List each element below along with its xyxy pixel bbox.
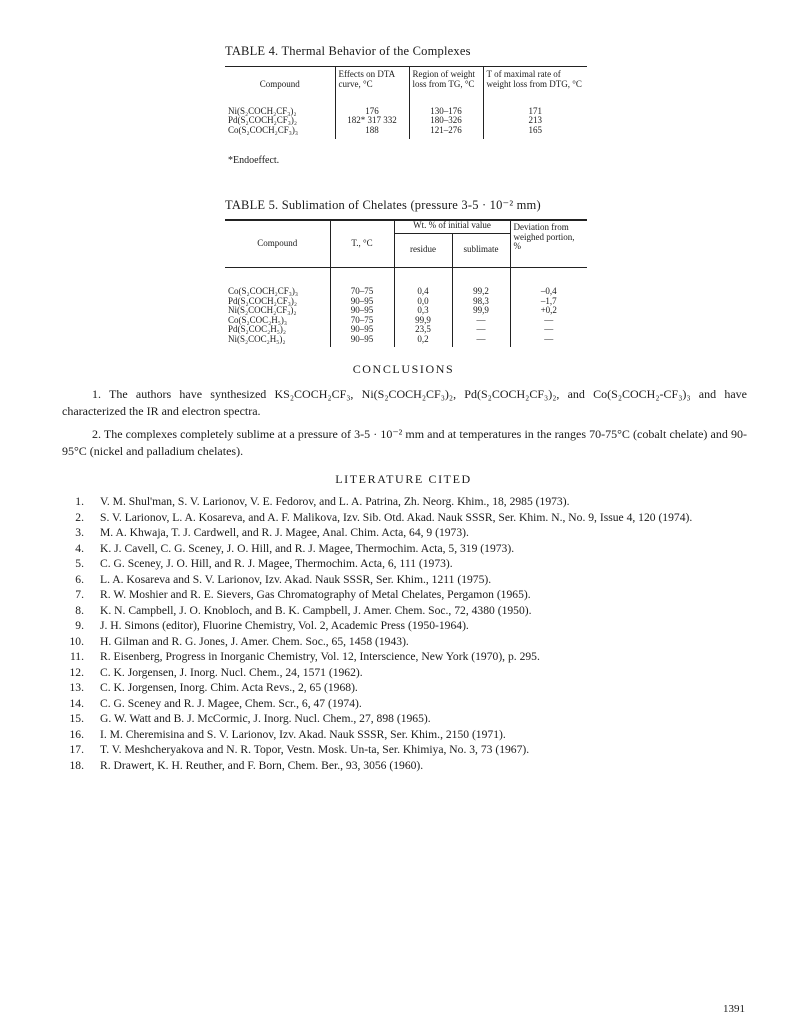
- table-row: Co(S₂COCH₂CF₃)₃ 70–75 0,4 99,2 –0,4: [225, 287, 587, 297]
- list-item: 1. V. M. Shul'man, S. V. Larionov, V. E. Fedorov, and L. A. Patrina, Zh. Neorg. Khim., 18, 2985 (1973).: [75, 495, 570, 508]
- list-item: 15. G. W. Watt and B. J. McCormic, J. Inorg. Nucl. Chem., 27, 898 (1965).: [69, 712, 431, 725]
- table4-caption: TABLE 4. Thermal Behavior of the Complexes: [225, 44, 471, 58]
- table4: [225, 66, 587, 139]
- reference-list: [62, 494, 752, 773]
- list-item: 8. K. N. Campbell, J. O. Knobloch, and B. K. Campbell, J. Amer. Chem. Soc., 72, 4380 (1950).: [75, 603, 532, 617]
- table-row: Co(S₂COCH₂CF₃)₃ 188 121–276 165: [225, 126, 587, 136]
- table4-header-tg: Region of weight loss from TG, °C: [409, 67, 483, 103]
- list-item: 4. K. J. Cavell, C. G. Sceney, J. O. Hill, and R. J. Magee, Thermochim. Acta, 5, 319 (1973).: [75, 541, 515, 555]
- table4-header-dta: Effects on DTA curve, °C: [335, 67, 409, 103]
- table5-header-residue: residue: [394, 233, 452, 267]
- table5-caption: TABLE 5. Sublimation of Chelates (pressure 3-5 · 10⁻² mm): [225, 198, 541, 212]
- table4-header-dtg: T of maximal rate of weight loss from DTG, °C: [483, 67, 587, 103]
- list-item: 2. S. V. Larionov, L. A. Kosareva, and A. F. Malikova, Izv. Sib. Otd. Akad. Nauk SSSR, Ser. Khim. N., No. 9, Issue 4, 120 (1974).: [75, 510, 693, 524]
- list-item: 3. M. A. Khwaja, T. J. Cardwell, and R. J. Magee, Anal. Chim. Acta, 64, 9 (1973).: [75, 526, 469, 539]
- list-item: 14. C. G. Sceney and R. J. Magee, Chem. Scr., 6, 47 (1974).: [69, 696, 362, 710]
- table-row: Co(S₂COC₂H₅)₃ 70–75 99,9 — —: [225, 316, 587, 326]
- list-item: 18. R. Drawert, K. H. Reuther, and F. Born, Chem. Ber., 93, 3056 (1960).: [69, 758, 424, 772]
- table-row: Ni(S₂COC₂H₅)₂ 90–95 0,2 — —: [225, 335, 587, 345]
- list-item: 7. R. W. Moshier and R. E. Sievers, Gas Chromatography of Metal Chelates, Pergamon (1965).: [75, 588, 531, 601]
- conclusion-paragraph-1: 1. The authors have synthesized KS₂COCH₂CF₃, Ni(S₂COCH₂CF₃)₂, Pd(S₂COCH₂CF₃)₂, and Co(S₂COCH₂-CF₃)₃ and have characterized the IR and electron spectra.: [62, 387, 747, 418]
- table4-header-compound: Compound: [259, 79, 300, 89]
- list-item: 10. H. Gilman and R. G. Jones, J. Amer. Chem. Soc., 65, 1458 (1943).: [69, 634, 409, 648]
- list-item: 17. T. V. Meshcheryakova and N. R. Topor, Vestn. Mosk. Un-ta, Ser. Khimiya, No. 3, 73 (1967).: [69, 743, 530, 756]
- list-item: 13. C. K. Jorgensen, Inorg. Chim. Acta Revs., 2, 65 (1968).: [69, 681, 358, 694]
- conclusions-heading: CONCLUSIONS: [352, 362, 455, 376]
- literature-heading: LITERATURE CITED: [335, 472, 472, 486]
- conclusion-paragraph-2: 2. The complexes completely sublime at a pressure of 3-5 · 10⁻² mm and at temperatures in the ranges 70-75°C (cobalt chelate) and 90-95°C (nickel and palladium chelates).: [62, 427, 747, 458]
- table5-header-temp: T., °C: [330, 220, 394, 267]
- list-item: 9. J. H. Simons (editor), Fluorine Chemistry, Vol. 2, Academic Press (1950-1964).: [75, 619, 469, 632]
- table-row: Pd(S₂COC₂H₅)₂ 90–95 23,5 — —: [225, 325, 587, 335]
- list-item: 11. R. Eisenberg, Progress in Inorganic Chemistry, Vol. 12, Interscience, New York (1970), p. 295.: [69, 650, 540, 663]
- page-number: 1391: [723, 1003, 745, 1015]
- table5-header-group: Wt. % of initial value: [394, 220, 510, 233]
- list-item: 6. L. A. Kosareva and S. V. Larionov, Izv. Akad. Nauk SSSR, Ser. Khim., 1211 (1975).: [75, 572, 492, 586]
- list-item: 12. C. K. Jorgensen, J. Inorg. Nucl. Chem., 24, 1571 (1962).: [69, 665, 363, 679]
- list-item: 5. C. G. Sceney, J. O. Hill, and R. J. Magee, Thermochim. Acta, 6, 111 (1973).: [75, 557, 453, 570]
- table-row: Pd(S₂COCH₂CF₃)₂ 90–95 0,0 98,3 –1,7: [225, 297, 587, 307]
- table-row: Ni(S₂COCH₂CF₃)₂ 176 130–176 171: [225, 107, 587, 117]
- table-row: Pd(S₂COCH₂CF₃)₂ 182* 317 332 180–326 213: [225, 116, 587, 126]
- table5-header-sublimate: sublimate: [452, 233, 510, 267]
- list-item: 16. I. M. Cheremisina and S. V. Larionov, Izv. Akad. Nauk SSSR, Ser. Khim., 2150 (1971).: [69, 727, 506, 741]
- table5-header-compound: Compound: [257, 238, 298, 248]
- table4-footnote: *Endoeffect.: [228, 155, 280, 166]
- table-row: Ni(S₂COCH₂CF₃)₂ 90–95 0,3 99,9 +0,2: [225, 306, 587, 316]
- table5-header-deviation: Deviation from weighed portion, %: [510, 220, 587, 267]
- table5: [225, 219, 587, 347]
